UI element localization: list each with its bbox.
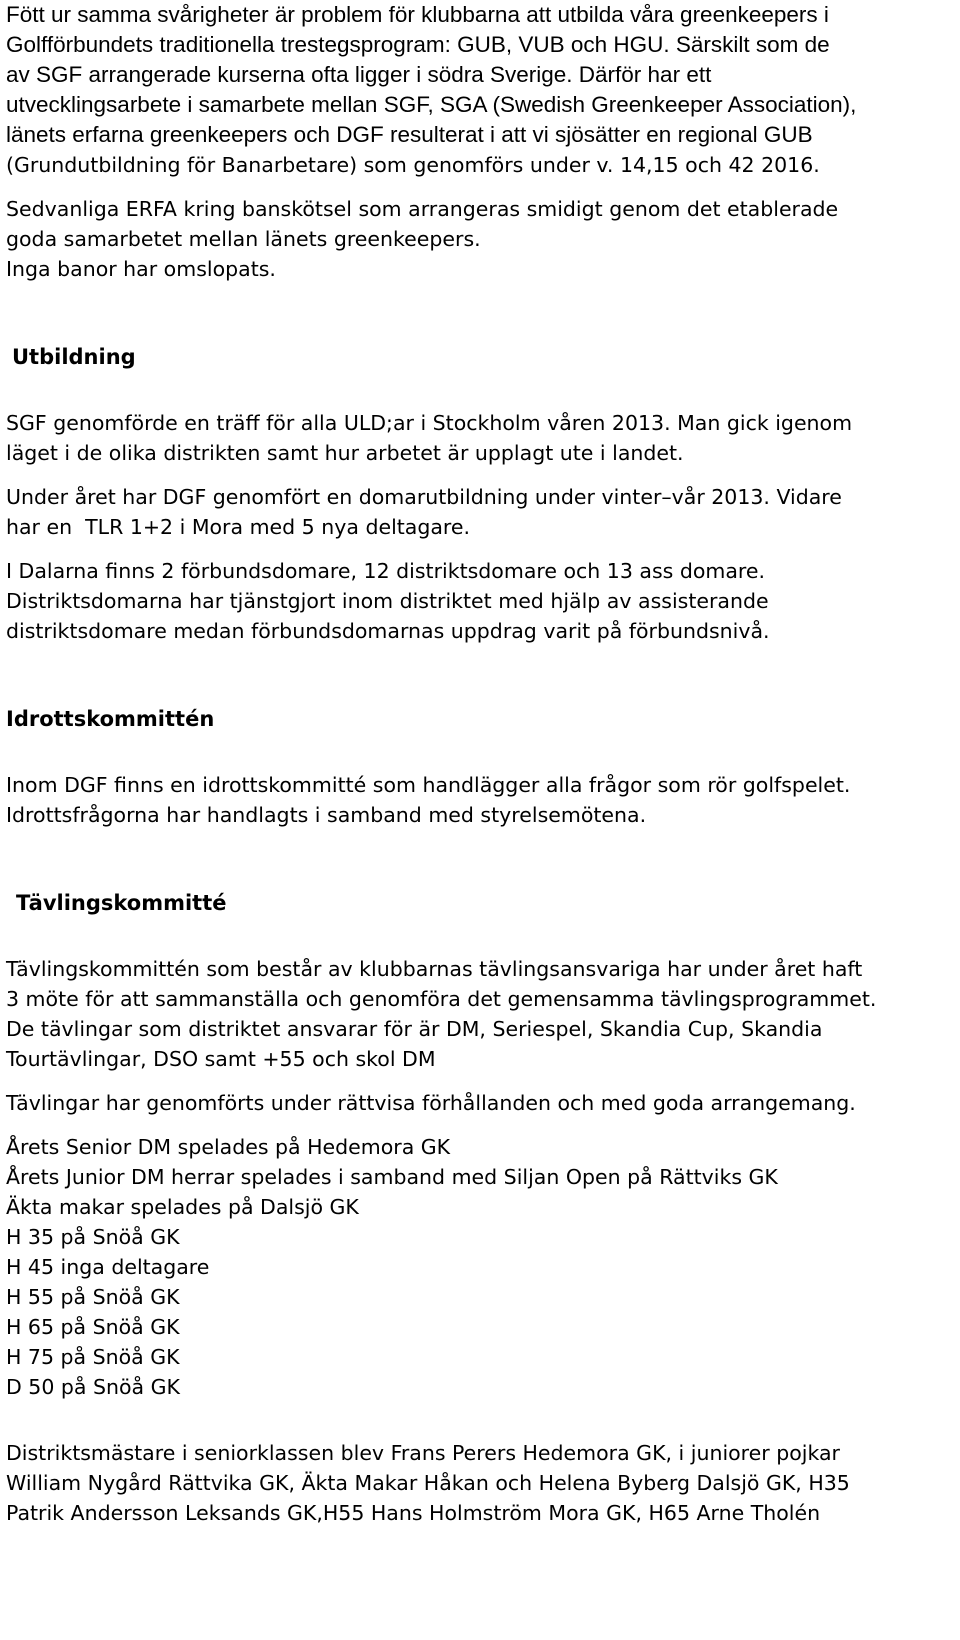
- result-item: H 75 på Snöå GK: [6, 1345, 180, 1369]
- intro-line: Golfförbundets traditionella trestegsprogram: GUB, VUB och HGU. Särskilt som de: [6, 32, 830, 57]
- text-line: SGF genomförde en träff för alla ULD;ar i Stockholm våren 2013. Man gick igenom: [6, 411, 853, 435]
- intro-line: utvecklingsarbete i samarbete mellan SGF, SGA (Swedish Greenkeeper Association),: [6, 92, 857, 117]
- intro-paragraph: [6, 0, 954, 180]
- text-line: Distriktsdomarna har tjänstgjort inom distriktet med hjälp av assisterande: [6, 589, 769, 613]
- erfa-line: Inga banor har omslopats.: [6, 257, 276, 281]
- tavling-results-list: [6, 1132, 954, 1402]
- text-line: Distriktsmästare i seniorklassen blev Frans Perers Hedemora GK, i juniorer pojkar: [6, 1441, 840, 1465]
- utbildning-paragraph-1: [6, 408, 954, 468]
- text-line: William Nygård Rättvika GK, Äkta Makar Håkan och Helena Byberg Dalsjö GK, H35: [6, 1471, 850, 1495]
- text-line: Tävlingar har genomförts under rättvisa förhållanden och med goda arrangemang.: [6, 1091, 856, 1115]
- result-item: Årets Junior DM herrar spelades i samband med Siljan Open på Rättviks GK: [6, 1165, 778, 1189]
- text-line: distriktsdomare medan förbundsdomarnas uppdrag varit på förbundsnivå.: [6, 619, 770, 643]
- text-line: Tävlingskommittén som består av klubbarnas tävlingsansvariga har under året haft: [6, 957, 863, 981]
- intro-line: Fött ur samma svårigheter är problem för klubbarna att utbilda våra greenkeepers i: [6, 2, 829, 27]
- result-item: H 45 inga deltagare: [6, 1255, 210, 1279]
- text-line: De tävlingar som distriktet ansvarar för är DM, Seriespel, Skandia Cup, Skandia: [6, 1017, 823, 1041]
- idrott-paragraph: [6, 770, 954, 830]
- document-page: [6, 0, 954, 1528]
- heading-tavlingskommitte: Tävlingskommitté: [16, 891, 227, 915]
- utbildning-paragraph-3: [6, 556, 954, 646]
- text-line: har en TLR 1+2 i Mora med 5 nya deltagare.: [6, 515, 471, 539]
- text-line: Idrottsfrågorna har handlagts i samband med styrelsemötena.: [6, 803, 647, 827]
- result-item: H 65 på Snöå GK: [6, 1315, 180, 1339]
- text-line: Inom DGF finns en idrottskommitté som handlägger alla frågor som rör golfspelet.: [6, 773, 851, 797]
- result-item: H 55 på Snöå GK: [6, 1285, 180, 1309]
- text-line: läget i de olika distrikten samt hur arbetet är upplagt ute i landet.: [6, 441, 684, 465]
- heading-idrottskommitten: Idrottskommittén: [6, 707, 215, 731]
- tavling-champions-paragraph: [6, 1438, 954, 1528]
- tavling-paragraph-1: [6, 954, 954, 1074]
- intro-line: (Grundutbildning för Banarbetare) som genomförs under v. 14,15 och 42 2016.: [6, 153, 820, 177]
- tavling-paragraph-2: [6, 1088, 954, 1118]
- heading-utbildning: Utbildning: [12, 345, 136, 369]
- utbildning-paragraph-2: [6, 482, 954, 542]
- intro-line: länets erfarna greenkeepers och DGF resulterat i att vi sjösätter en regional GUB: [6, 122, 813, 147]
- text-line: 3 möte för att sammanställa och genomföra det gemensamma tävlingsprogrammet.: [6, 987, 877, 1011]
- result-item: Äkta makar spelades på Dalsjö GK: [6, 1195, 359, 1219]
- intro-line: av SGF arrangerade kurserna ofta ligger i södra Sverige. Därför har ett: [6, 62, 712, 87]
- erfa-line: Sedvanliga ERFA kring banskötsel som arrangeras smidigt genom det etablerade: [6, 197, 839, 221]
- text-line: I Dalarna finns 2 förbundsdomare, 12 distriktsdomare och 13 ass domare.: [6, 559, 766, 583]
- text-line: Patrik Andersson Leksands GK,H55 Hans Holmström Mora GK, H65 Arne Tholén: [6, 1501, 821, 1525]
- result-item: D 50 på Snöå GK: [6, 1375, 180, 1399]
- erfa-line: goda samarbetet mellan länets greenkeepers.: [6, 227, 481, 251]
- erfa-paragraph: [6, 194, 954, 284]
- text-line: Under året har DGF genomfört en domarutbildning under vinter–vår 2013. Vidare: [6, 485, 842, 509]
- text-line: Tourtävlingar, DSO samt +55 och skol DM: [6, 1047, 436, 1071]
- result-item: Årets Senior DM spelades på Hedemora GK: [6, 1135, 451, 1159]
- result-item: H 35 på Snöå GK: [6, 1225, 180, 1249]
